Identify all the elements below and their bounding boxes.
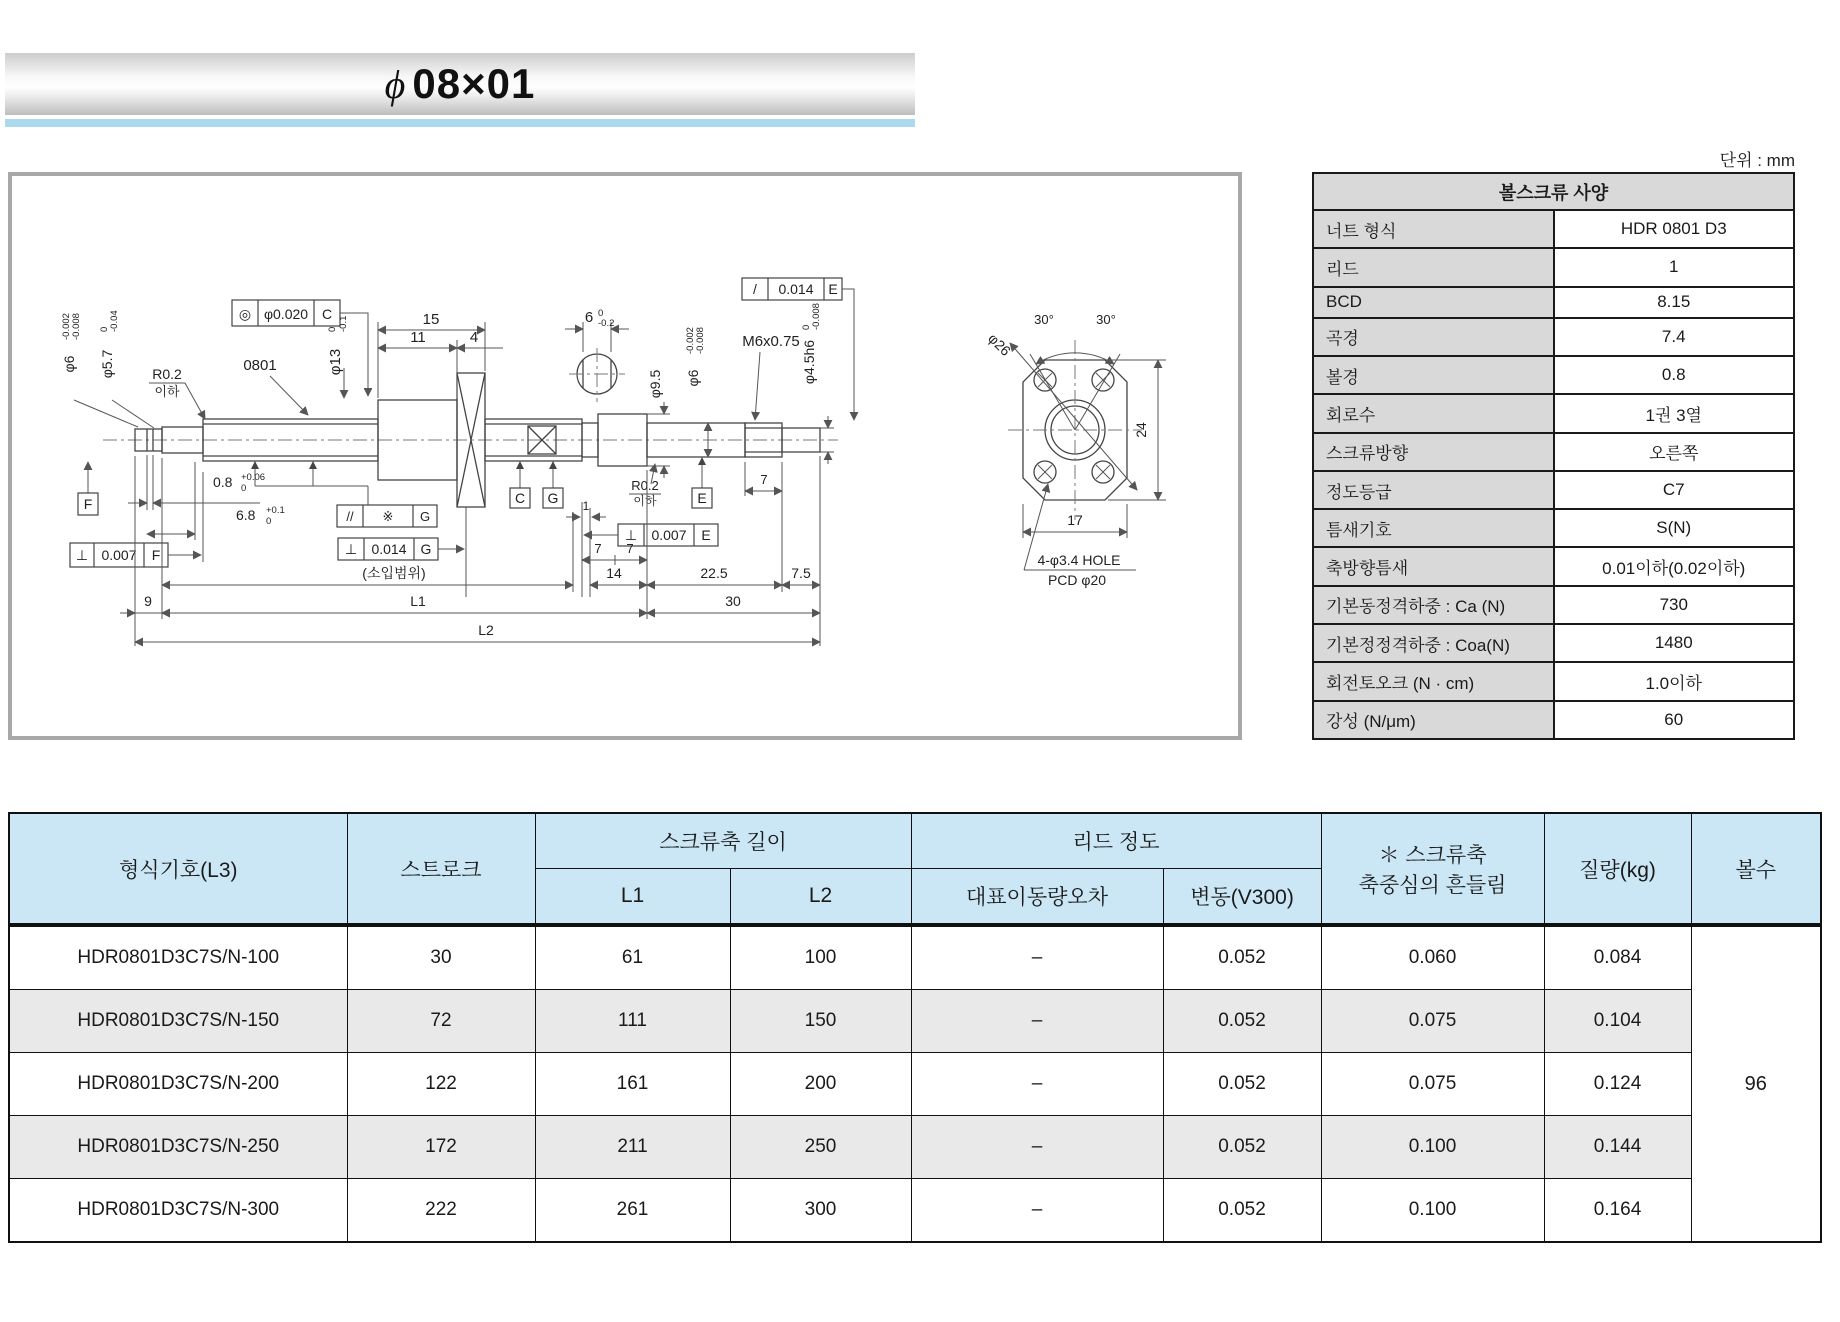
svg-text:0: 0	[266, 516, 272, 527]
svg-text:C: C	[514, 490, 526, 506]
table-row: 기본동정격하중 : Ca (N) 730	[1313, 586, 1794, 624]
table-row: 회로수 1권 3열	[1313, 394, 1794, 432]
svg-text:7.5: 7.5	[791, 565, 811, 581]
svg-text:0.014: 0.014	[778, 281, 814, 297]
svg-text:R0.2: R0.2	[631, 478, 659, 493]
col-mass: 질량(kg)	[1544, 813, 1691, 925]
svg-text:7: 7	[760, 472, 768, 487]
table-row: HDR0801D3C7S/N-250 172 211 250 – 0.052 0.100 0.144	[9, 1116, 1821, 1179]
svg-text:30°: 30°	[1034, 312, 1054, 327]
svg-text:E: E	[701, 527, 711, 543]
svg-text:φ0.020: φ0.020	[263, 306, 309, 322]
table-row: 회전토오크 (N · cm) 1.0이하	[1313, 662, 1794, 700]
table-row: BCD 8.15	[1313, 287, 1794, 318]
phi-symbol: ϕ	[384, 62, 407, 107]
svg-text:0: 0	[598, 308, 604, 319]
svg-text:※: ※	[382, 509, 394, 524]
technical-drawing	[8, 172, 1242, 740]
svg-text:-0.008: -0.008	[811, 303, 822, 330]
perpendicularity-icon: ⊥	[75, 547, 89, 563]
svg-text:0: 0	[801, 324, 812, 330]
svg-text:F: F	[151, 547, 161, 563]
table-row: 볼경 0.8	[1313, 356, 1794, 394]
svg-text:φ6: φ6	[61, 355, 77, 373]
svg-text:⊥: ⊥	[624, 527, 638, 543]
svg-text:G: G	[419, 509, 431, 524]
svg-text:-0.1: -0.1	[338, 315, 349, 332]
col-screw-length: 스크류축 길이	[535, 813, 911, 869]
svg-text:9: 9	[144, 593, 152, 609]
svg-text:이하: 이하	[154, 384, 180, 399]
svg-text:6: 6	[584, 309, 594, 326]
svg-text:11: 11	[410, 329, 426, 346]
svg-text:R0.2: R0.2	[152, 366, 182, 382]
svg-text:φ5.7: φ5.7	[99, 349, 115, 379]
page-title: ϕ 08×01	[384, 60, 536, 107]
svg-text:C: C	[321, 306, 333, 322]
svg-text:14: 14	[606, 565, 622, 581]
unit-note: 단위 : mm	[1719, 151, 1795, 170]
svg-text:0.014: 0.014	[371, 541, 407, 557]
col-lead-accuracy: 리드 정도	[911, 813, 1321, 869]
table-row: 틈새기호 S(N)	[1313, 509, 1794, 547]
svg-text:-0.002: -0.002	[685, 327, 696, 354]
col-variation: 변동(V300)	[1163, 869, 1321, 926]
svg-text:6.8: 6.8	[236, 507, 256, 523]
col-l1: L1	[535, 869, 730, 926]
svg-text:-0.002: -0.002	[61, 313, 72, 340]
table-row: 스크류방향 오른쪽	[1313, 433, 1794, 471]
svg-text:φ26: φ26	[985, 330, 1014, 359]
svg-text:30: 30	[725, 593, 741, 609]
svg-text:22.5: 22.5	[700, 565, 728, 581]
col-runout: ＊ 스크류축 축중심의 흔들림	[1321, 813, 1544, 925]
svg-text:+0.06: +0.06	[241, 472, 266, 483]
spec-table	[1312, 172, 1795, 740]
svg-text:G: G	[547, 490, 559, 506]
svg-text:PCD φ20: PCD φ20	[1047, 572, 1107, 588]
col-model: 형식기호(L3)	[9, 813, 347, 925]
svg-text:15: 15	[422, 311, 440, 328]
svg-text:0.8: 0.8	[213, 474, 233, 490]
svg-text:E: E	[697, 490, 707, 506]
col-l2: L2	[730, 869, 911, 926]
svg-text:L2: L2	[478, 622, 494, 638]
svg-text:φ13: φ13	[327, 348, 344, 376]
svg-text:7: 7	[626, 541, 634, 556]
col-balls: 볼수	[1691, 813, 1821, 925]
table-row: 축방향틈새 0.01이하(0.02이하)	[1313, 547, 1794, 585]
svg-text:φ6: φ6	[685, 369, 701, 387]
table-row: 강성 (N/μm) 60	[1313, 701, 1794, 739]
svg-text:7: 7	[594, 541, 602, 556]
spec-table-title: 볼스크류 사양	[1313, 173, 1794, 210]
svg-text:17: 17	[1067, 512, 1083, 528]
svg-text:L1: L1	[410, 593, 426, 609]
svg-text:G: G	[420, 541, 432, 557]
svg-text:0.007: 0.007	[101, 547, 137, 563]
concentricity-icon: ◎	[238, 306, 252, 322]
svg-text:0: 0	[99, 326, 110, 332]
page-title-bar	[5, 53, 915, 115]
table-row: HDR0801D3C7S/N-200 122 161 200 – 0.052 0.075 0.124	[9, 1053, 1821, 1116]
table-row: HDR0801D3C7S/N-150 72 111 150 – 0.052 0.075 0.104	[9, 990, 1821, 1053]
svg-text:4: 4	[469, 329, 479, 346]
svg-text:0801: 0801	[243, 357, 277, 374]
parallelism-icon: //	[346, 509, 354, 524]
ball-count: 96	[1691, 925, 1821, 1242]
svg-text:-0.008: -0.008	[71, 313, 82, 340]
svg-text:+0.1: +0.1	[266, 505, 285, 516]
svg-text:0.007: 0.007	[651, 527, 687, 543]
svg-text:M6x0.75: M6x0.75	[742, 333, 800, 350]
svg-text:F: F	[83, 496, 93, 512]
svg-text:-0.008: -0.008	[695, 327, 706, 354]
svg-text:30°: 30°	[1096, 312, 1116, 327]
svg-text:0: 0	[241, 483, 247, 494]
model-table	[8, 812, 1820, 1243]
title-underline	[5, 119, 915, 127]
svg-text:4-φ3.4 HOLE: 4-φ3.4 HOLE	[1037, 552, 1121, 568]
table-row: HDR0801D3C7S/N-100 30 61 100 – 0.052 0.060 0.084 96	[9, 925, 1821, 990]
drawing-frame	[10, 174, 1240, 738]
svg-text:0: 0	[327, 326, 338, 332]
svg-text:-0.04: -0.04	[109, 310, 120, 332]
table-row: 기본정정격하중 : Coa(N) 1480	[1313, 624, 1794, 662]
col-stroke: 스트로크	[347, 813, 535, 925]
table-row: 리드 1	[1313, 248, 1794, 286]
svg-text:φ9.5: φ9.5	[647, 369, 663, 399]
svg-text:⊥: ⊥	[344, 541, 358, 557]
svg-text:-0.2: -0.2	[598, 318, 615, 329]
svg-text:1: 1	[582, 499, 590, 513]
table-row: 곡경 7.4	[1313, 318, 1794, 356]
svg-text:E: E	[828, 281, 838, 297]
runout-icon: /	[753, 281, 757, 297]
svg-text:(소입범위): (소입범위)	[362, 565, 426, 581]
table-row: HDR0801D3C7S/N-300 222 261 300 – 0.052 0.100 0.164	[9, 1179, 1821, 1243]
table-row: 정도등급 C7	[1313, 471, 1794, 509]
svg-text:φ4.5h6: φ4.5h6	[801, 339, 817, 385]
svg-text:24: 24	[1133, 422, 1149, 438]
table-row: 너트 형식 HDR 0801 D3	[1313, 210, 1794, 248]
svg-text:이하: 이하	[633, 494, 657, 508]
col-travel-error: 대표이동량오차	[911, 869, 1163, 926]
